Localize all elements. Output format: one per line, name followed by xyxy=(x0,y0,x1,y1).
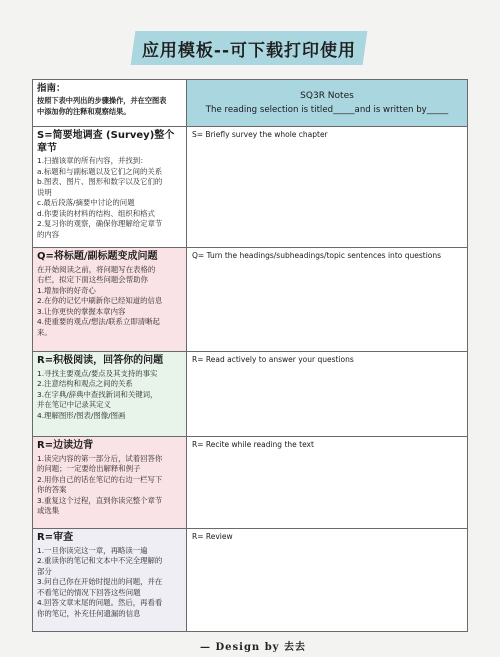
step-title: Q=将标题/副标题变成问题 xyxy=(37,251,158,262)
note-cell[interactable]: Q= Turn the headings/subheadings/topic sentences into questions xyxy=(192,251,442,260)
step-row-question xyxy=(33,248,467,352)
page-title: 应用模板--可下载打印使用 xyxy=(141,40,357,61)
step-row-recite xyxy=(33,437,467,529)
step-cell xyxy=(33,437,187,528)
step-row-read xyxy=(33,352,467,437)
step-body: 在开始阅读之前，将问题写在表格的 右栏，拟定下面这些问题会帮助你 1.增加你的好奇心 2.在你的记忆中刷新你已经知道的信息 3.让你更快的掌握本章内容 4.使重要的观点/想法/联系立即清晰起 来。 xyxy=(37,264,163,337)
step-cell xyxy=(33,529,187,631)
design-credit: — Design by 去去 xyxy=(200,642,306,653)
notes-title: SQ3R Notes xyxy=(300,90,354,101)
step-cell xyxy=(33,127,187,247)
step-body: 1.读完内容的第一部分后，试着回答你 的问题；一定要给出解释和例子 2.用你自己的话在笔记的右边一栏写下 你的答案 3.重复这个过程，直到你读完整个章节 或选集 xyxy=(37,453,163,516)
note-cell[interactable]: R= Recite while reading the text xyxy=(192,440,314,449)
step-cell xyxy=(33,248,187,351)
guide-body: 按照下表中列出的步骤操作，并在空图表 中添加你的注释和观察结果。 xyxy=(37,95,167,116)
guide-title: 指南： xyxy=(37,83,66,94)
notes-header-cell xyxy=(187,80,467,126)
note-cell[interactable]: R= Review xyxy=(192,532,233,541)
step-body: 1.一旦你读完这一章，再略读一遍 2.重读你的笔记和文本中不完全理解的 部分 3.问自己你在开始时提出的问题，并在 不看笔记的情况下回答这些问题 4.回答文章末尾的问题。然后，再看看 你的笔记，补充任何遗漏的信息 xyxy=(37,545,163,618)
note-cell[interactable]: R= Read actively to answer your questions xyxy=(192,355,354,364)
step-title: R=积极阅读，回答你的问题 xyxy=(37,355,164,366)
sq3r-notes-sheet xyxy=(32,79,468,632)
header-row xyxy=(33,80,467,127)
step-title: R=审查 xyxy=(37,532,74,543)
step-body: 1.扫描该章的所有内容，并找到： a.标题和与副标题以及它们之间的关系 b.图表、图片、图形和数字以及它们的 说明 c.最后段落/摘要中讨论的问题 d.你要读的材料的结构、组织和格式 2.复习你的观察，确保你理解给定章节 的内容 xyxy=(37,156,163,239)
notes-subtitle: The reading selection is titled_____and is written by_____ xyxy=(205,104,449,115)
step-title: S=简要地调查 (Survey)整个章节 xyxy=(37,130,175,154)
step-title: R=边读边背 xyxy=(37,440,94,451)
note-cell[interactable]: S= Briefly survey the whole chapter xyxy=(192,130,328,139)
step-cell xyxy=(33,352,187,436)
step-body: 1.寻找主要观点/要点及其支持的事实 2.注意结构和观点之间的关系 3.在字典/辞典中查找新词和关键词， 并在笔记中记录其定义 4.理解图形/图表/图像/图画 xyxy=(37,368,158,420)
step-row-review xyxy=(33,529,467,631)
guide-cell xyxy=(33,80,187,126)
step-row-survey xyxy=(33,127,467,248)
